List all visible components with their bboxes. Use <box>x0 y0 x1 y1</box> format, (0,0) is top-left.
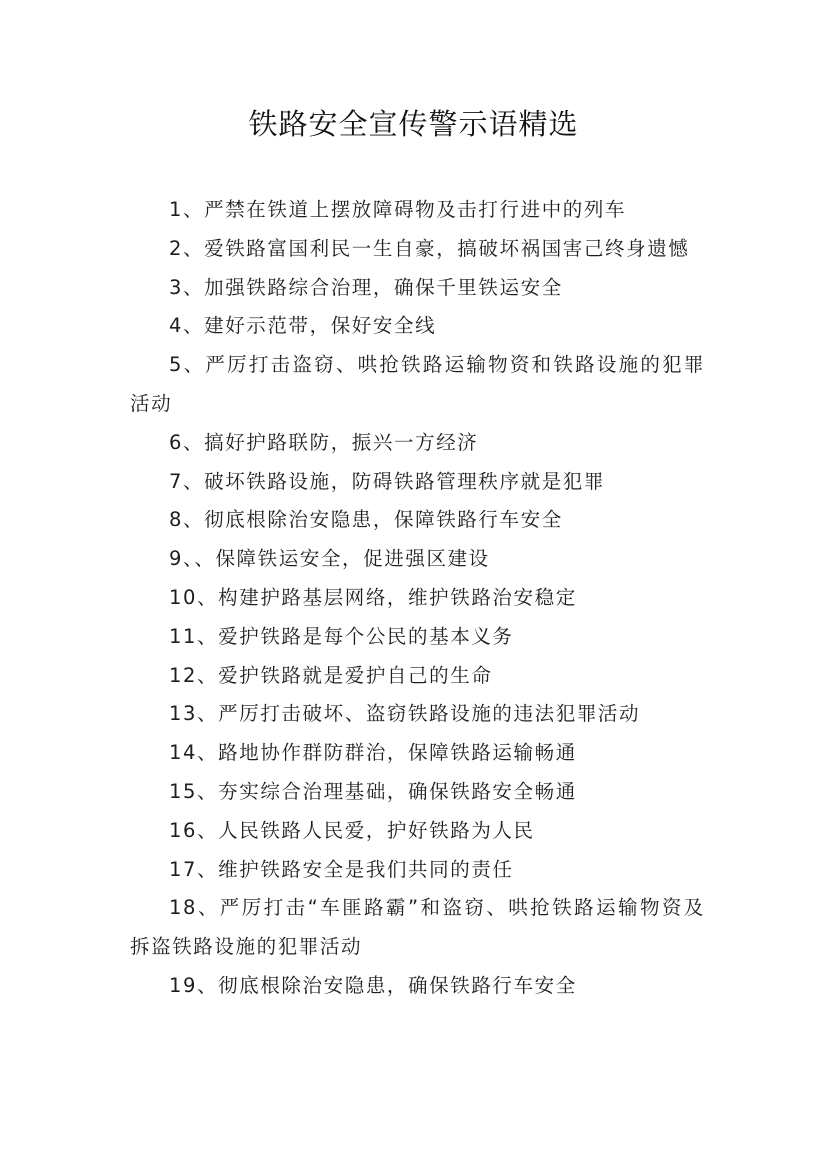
slogan-item-13: 13、严厉打击破坏、盗窃铁路设施的违法犯罪活动 <box>169 702 641 726</box>
slogan-item-7: 7、破坏铁路设施，防碍铁路管理秩序就是犯罪 <box>169 469 606 493</box>
slogan-item-8: 8、彻底根除治安隐患，保障铁路行车安全 <box>169 508 563 532</box>
slogan-list <box>130 191 705 1006</box>
slogan-item-11: 11、爱护铁路是每个公民的基本义务 <box>169 624 514 648</box>
slogan-item-19: 19、彻底根除治安隐患，确保铁路行车安全 <box>169 973 577 997</box>
slogan-item-17: 17、维护铁路安全是我们共同的责任 <box>169 857 514 881</box>
slogan-item-2: 2、爱铁路富国利民一生自豪，搞破坏祸国害己终身遗憾 <box>169 236 690 260</box>
slogan-item-4: 4、建好示范带，保好安全线 <box>169 314 437 338</box>
slogan-item-15: 15、夯实综合治理基础，确保铁路安全畅通 <box>169 779 577 803</box>
slogan-item-18: 18、严厉打击“车匪路霸”和盗窃、哄抢铁路运输物资及拆盗铁路设施的犯罪活动 <box>130 896 705 959</box>
slogan-item-10: 10、构建护路基层网络，维护铁路治安稳定 <box>169 585 577 609</box>
slogan-item-14: 14、路地协作群防群治，保障铁路运输畅通 <box>169 741 577 765</box>
slogan-item-16: 16、人民铁路人民爱，护好铁路为人民 <box>169 818 535 842</box>
slogan-item-5: 5、严厉打击盗窃、哄抢铁路运输物资和铁路设施的犯罪活动 <box>130 353 705 415</box>
slogan-item-1: 1、严禁在铁道上摆放障碍物及击打行进中的列车 <box>169 198 627 221</box>
slogan-item-6: 6、搞好护路联防，振兴一方经济 <box>169 430 479 454</box>
document-title: 铁路安全宣传警示语精选 <box>248 107 579 141</box>
slogan-item-12: 12、爱护铁路就是爱护自己的生命 <box>169 663 493 687</box>
slogan-item-9: 9、、保障铁运安全，促进强区建设 <box>169 547 490 571</box>
slogan-item-3: 3、加强铁路综合治理，确保千里铁运安全 <box>169 275 563 299</box>
